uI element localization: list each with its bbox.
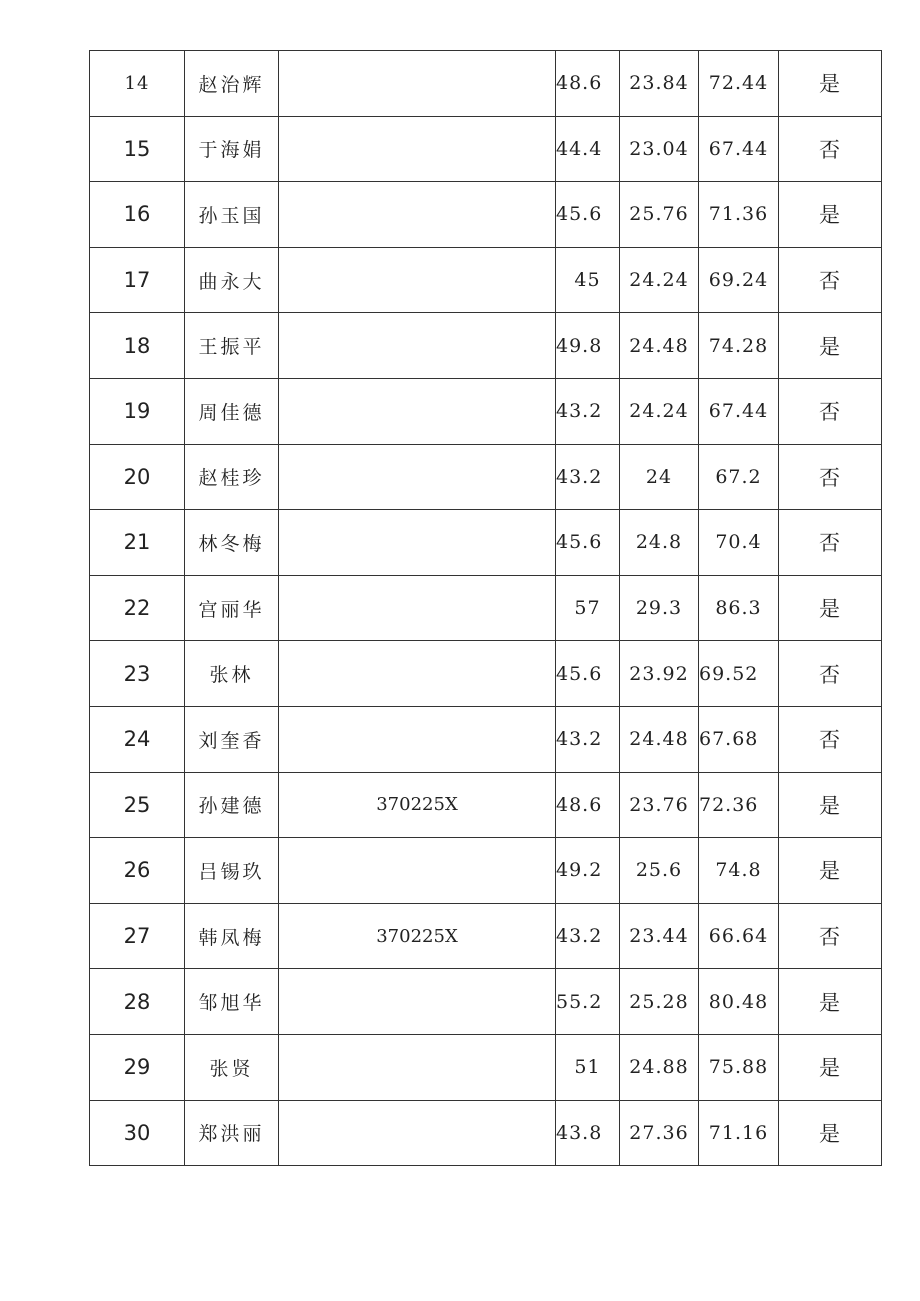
row-number: 30 — [90, 1100, 185, 1166]
row-score-1: 45.6 — [556, 182, 620, 248]
row-score-2: 24.48 — [620, 313, 699, 379]
row-score-1: 43.2 — [556, 903, 620, 969]
row-total: 67.2 — [699, 444, 779, 510]
row-number: 20 — [90, 444, 185, 510]
table-row — [90, 1100, 882, 1166]
row-name: 周佳德 — [185, 378, 279, 444]
row-number: 24 — [90, 706, 185, 772]
row-name: 赵治辉 — [185, 51, 279, 117]
row-id-number — [279, 182, 556, 248]
row-number: 17 — [90, 247, 185, 313]
row-name: 孙建德 — [185, 772, 279, 838]
row-name: 刘奎香 — [185, 706, 279, 772]
row-name: 郑洪丽 — [185, 1100, 279, 1166]
row-name: 张贤 — [185, 1034, 279, 1100]
row-total: 75.88 — [699, 1034, 779, 1100]
table-row — [90, 772, 882, 838]
row-name: 张林 — [185, 641, 279, 707]
table-row — [90, 641, 882, 707]
row-number: 14 — [90, 51, 185, 117]
row-score-1: 51 — [556, 1034, 620, 1100]
row-number: 15 — [90, 116, 185, 182]
row-number: 18 — [90, 313, 185, 379]
row-number: 28 — [90, 969, 185, 1035]
row-score-1: 48.6 — [556, 51, 620, 117]
row-score-2: 23.84 — [620, 51, 699, 117]
row-score-2: 23.92 — [620, 641, 699, 707]
row-id-number — [279, 575, 556, 641]
table-row — [90, 903, 882, 969]
row-result: 是 — [779, 51, 882, 117]
row-total: 67.44 — [699, 116, 779, 182]
row-id-number — [279, 1034, 556, 1100]
row-result: 否 — [779, 706, 882, 772]
row-score-1: 49.2 — [556, 838, 620, 904]
row-total: 67.68 — [699, 706, 779, 772]
row-score-2: 23.44 — [620, 903, 699, 969]
row-score-1: 48.6 — [556, 772, 620, 838]
row-total: 66.64 — [699, 903, 779, 969]
row-id-number — [279, 313, 556, 379]
row-score-1: 45 — [556, 247, 620, 313]
row-score-2: 24.48 — [620, 706, 699, 772]
row-score-2: 29.3 — [620, 575, 699, 641]
row-number: 16 — [90, 182, 185, 248]
row-score-2: 23.76 — [620, 772, 699, 838]
row-score-2: 24.88 — [620, 1034, 699, 1100]
table-row — [90, 313, 882, 379]
row-score-2: 23.04 — [620, 116, 699, 182]
row-name: 孙玉国 — [185, 182, 279, 248]
row-result: 是 — [779, 313, 882, 379]
row-total: 70.4 — [699, 510, 779, 576]
row-id-number — [279, 116, 556, 182]
row-name: 宫丽华 — [185, 575, 279, 641]
table-row — [90, 1034, 882, 1100]
row-score-2: 27.36 — [620, 1100, 699, 1166]
table-row — [90, 51, 882, 117]
row-id-number — [279, 444, 556, 510]
row-score-1: 43.8 — [556, 1100, 620, 1166]
row-number: 27 — [90, 903, 185, 969]
table-row — [90, 378, 882, 444]
row-total: 67.44 — [699, 378, 779, 444]
row-score-1: 43.2 — [556, 706, 620, 772]
row-total: 86.3 — [699, 575, 779, 641]
row-result: 是 — [779, 1034, 882, 1100]
row-id-number — [279, 706, 556, 772]
row-result: 否 — [779, 641, 882, 707]
row-id-number: 370225X — [279, 772, 556, 838]
row-score-2: 24.24 — [620, 247, 699, 313]
table-row — [90, 838, 882, 904]
row-id-number — [279, 641, 556, 707]
row-name: 曲永大 — [185, 247, 279, 313]
row-number: 29 — [90, 1034, 185, 1100]
row-name: 林冬梅 — [185, 510, 279, 576]
table-row — [90, 444, 882, 510]
row-score-1: 44.4 — [556, 116, 620, 182]
row-name: 吕锡玖 — [185, 838, 279, 904]
row-result: 否 — [779, 378, 882, 444]
row-score-2: 25.28 — [620, 969, 699, 1035]
row-total: 69.24 — [699, 247, 779, 313]
row-result: 否 — [779, 116, 882, 182]
row-score-1: 43.2 — [556, 444, 620, 510]
table-body — [90, 51, 882, 1166]
row-score-2: 24.8 — [620, 510, 699, 576]
row-id-number — [279, 510, 556, 576]
table-row — [90, 969, 882, 1035]
row-number: 25 — [90, 772, 185, 838]
row-number: 26 — [90, 838, 185, 904]
row-number: 23 — [90, 641, 185, 707]
row-result: 是 — [779, 772, 882, 838]
table-row — [90, 575, 882, 641]
table-row — [90, 116, 882, 182]
table-row — [90, 510, 882, 576]
table-row — [90, 182, 882, 248]
row-score-1: 45.6 — [556, 510, 620, 576]
row-score-1: 45.6 — [556, 641, 620, 707]
row-name: 韩凤梅 — [185, 903, 279, 969]
row-result: 是 — [779, 182, 882, 248]
row-result: 是 — [779, 575, 882, 641]
row-score-1: 55.2 — [556, 969, 620, 1035]
row-total: 71.36 — [699, 182, 779, 248]
row-total: 80.48 — [699, 969, 779, 1035]
row-result: 否 — [779, 444, 882, 510]
row-result: 否 — [779, 247, 882, 313]
row-name: 赵桂珍 — [185, 444, 279, 510]
row-id-number — [279, 969, 556, 1035]
row-id-number — [279, 838, 556, 904]
row-score-1: 49.8 — [556, 313, 620, 379]
row-name: 王振平 — [185, 313, 279, 379]
row-score-1: 43.2 — [556, 378, 620, 444]
row-total: 72.44 — [699, 51, 779, 117]
row-id-number — [279, 1100, 556, 1166]
row-name: 于海娟 — [185, 116, 279, 182]
row-total: 72.36 — [699, 772, 779, 838]
row-number: 19 — [90, 378, 185, 444]
row-score-2: 25.6 — [620, 838, 699, 904]
row-id-number: 370225X — [279, 903, 556, 969]
row-result: 是 — [779, 969, 882, 1035]
row-result: 否 — [779, 903, 882, 969]
row-number: 22 — [90, 575, 185, 641]
row-total: 74.28 — [699, 313, 779, 379]
row-score-2: 25.76 — [620, 182, 699, 248]
row-result: 是 — [779, 838, 882, 904]
row-result: 是 — [779, 1100, 882, 1166]
score-table — [89, 50, 882, 1166]
row-name: 邹旭华 — [185, 969, 279, 1035]
row-total: 71.16 — [699, 1100, 779, 1166]
row-number: 21 — [90, 510, 185, 576]
row-id-number — [279, 378, 556, 444]
table-row — [90, 706, 882, 772]
row-id-number — [279, 51, 556, 117]
row-total: 74.8 — [699, 838, 779, 904]
row-total: 69.52 — [699, 641, 779, 707]
table-row — [90, 247, 882, 313]
row-score-2: 24.24 — [620, 378, 699, 444]
row-id-number — [279, 247, 556, 313]
row-score-1: 57 — [556, 575, 620, 641]
row-score-2: 24 — [620, 444, 699, 510]
row-result: 否 — [779, 510, 882, 576]
